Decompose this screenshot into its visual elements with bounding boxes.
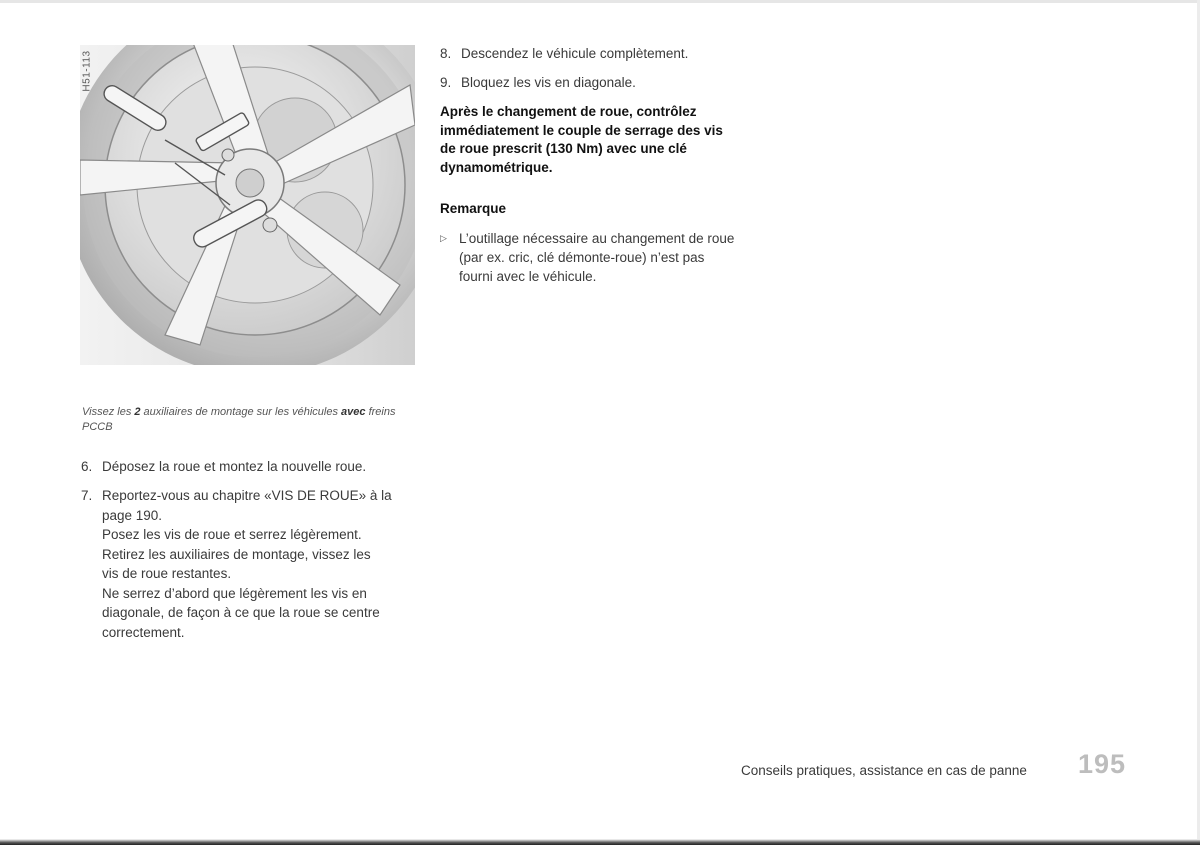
figure-caption: Vissez les 2 auxiliaires de montage sur les véhicules avec freins PCCB bbox=[82, 406, 396, 433]
remark-text: L’outillage nécessaire au changement de roue (par ex. cric, clé démonte-roue) n’est pas fourni avec le véhicule. bbox=[459, 231, 735, 284]
remark-heading: Remarque bbox=[440, 201, 507, 216]
step-8 bbox=[440, 44, 800, 66]
page-number: 195 bbox=[1078, 749, 1127, 779]
step-number: 6. bbox=[81, 459, 93, 474]
section-title: Conseils pratiques, assistance en cas de panne bbox=[741, 763, 1027, 778]
step-text: Descendez le véhicule complètement. bbox=[461, 46, 689, 61]
triangle-bullet-icon: ▷ bbox=[440, 233, 447, 243]
step-6 bbox=[81, 457, 421, 479]
step-number: 8. bbox=[440, 46, 452, 61]
torque-warning: Après le changement de roue, contrôlez immédiatement le couple de serrage des vis de roue prescrit (130 Nm) avec une clé dynamométrique. bbox=[440, 104, 723, 175]
step-text: Déposez la roue et montez la nouvelle roue. bbox=[102, 459, 367, 474]
wheel-illustration bbox=[80, 45, 415, 365]
remark-item bbox=[440, 229, 785, 289]
step-9 bbox=[440, 73, 800, 95]
step-number: 7. bbox=[81, 488, 93, 503]
figure-code: H51-113 bbox=[81, 50, 93, 92]
step-number: 9. bbox=[440, 75, 452, 90]
page-edge-top bbox=[0, 0, 1200, 3]
page-edge-bottom bbox=[0, 839, 1200, 845]
step-text: Bloquez les vis en diagonale. bbox=[461, 75, 636, 90]
step-7 bbox=[81, 486, 421, 651]
step-text: Reportez-vous au chapitre «VIS DE ROUE» à la page 190. Posez les vis de roue et serrez légèrement. Retirez les auxiliaires de montage, vissez les vis de roue restantes. Ne serrez d’abord que légèrement les vis en diagonale, de façon à ce que la roue se centre correctement. bbox=[102, 488, 392, 640]
